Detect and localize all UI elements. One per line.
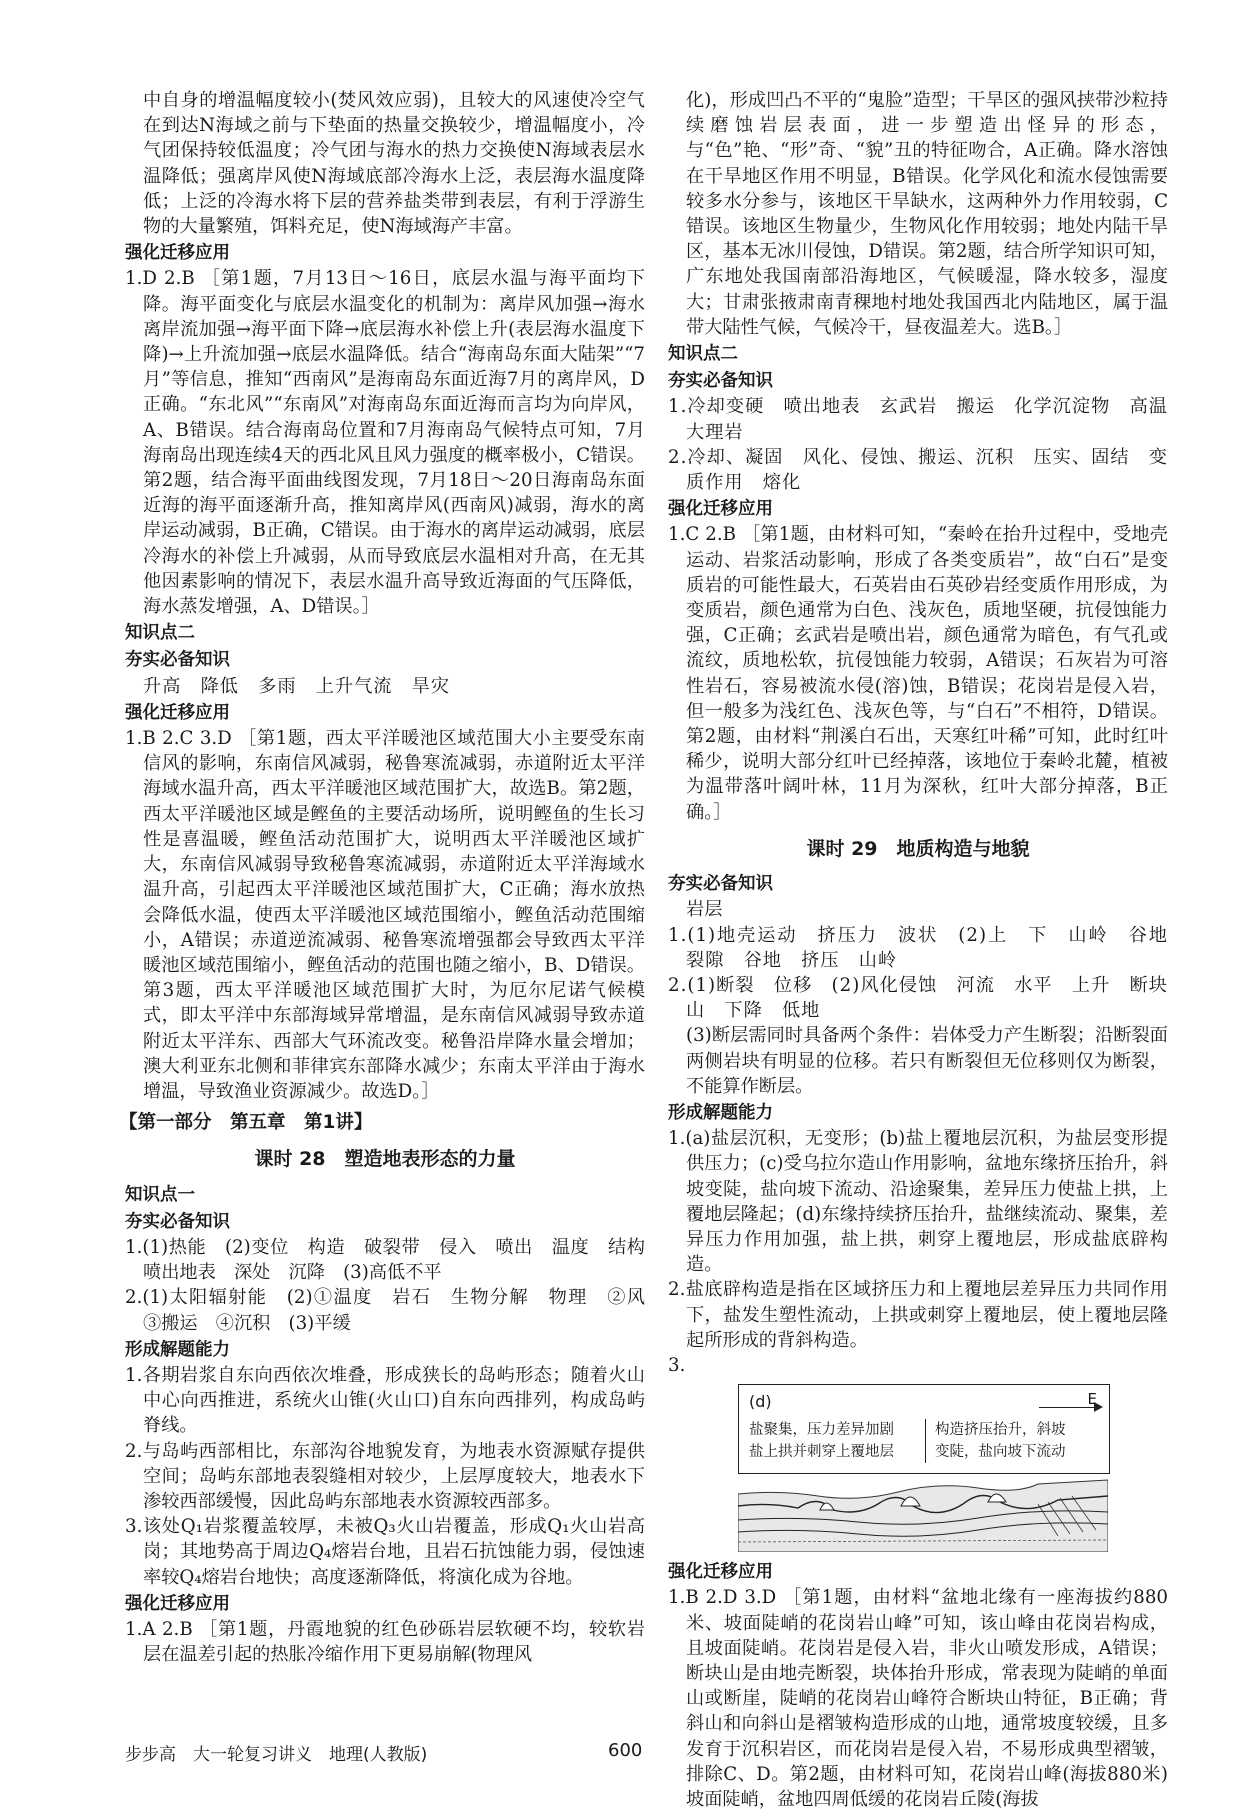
figure-text: 盐上拱并刺穿上覆地层 (749, 1444, 894, 1461)
answer-item: 1.(a)盐层沉积，无变形；(b)盐上覆地层沉积，为盐层变形提供压力；(c)受乌拉尔造山作用影响，盆地东缘挤压抬升，斜坡变陡，盐向坡下流动、沿途聚集，差异压力使盐上拱，上覆地层隆起；(d)东缘持续挤压抬升，盐继续流动、聚集，差异压力作用加强，盐上拱，刺穿上覆地层，形成盐底辟构造。 (668, 1128, 1168, 1276)
east-direction-label: E (1087, 1390, 1097, 1409)
section-heading: 强化迁移应用 (125, 702, 230, 723)
answer-item: 2.(1)太阳辐射能 (2)①温度 岩石 生物分解 物理 ②风 ③搬运 ④沉积 (3)平缓 (125, 1287, 664, 1334)
figure-text: 构造挤压抬升，斜坡 (935, 1422, 1066, 1439)
paragraph: 化)，形成凹凸不平的“鬼脸”造型；干旱区的强风挟带沙粒持续磨蚀岩层表面，进一步塑造出怪异的形态，与“色”艳、“形”奇、“貌”丑的特征吻合，A正确。降水溶蚀在干旱地区作用不明显，B错误。化学风化和流水侵蚀需要较多水分参与，该地区干旱缺水，这两种外力作用较弱，C错误。该地区生物量少，生物风化作用较弱；地处内陆干旱区，基本无冰川侵蚀，D错误。第2题，结合所学知识可知，广东地处我国南部沿海地区，气候暖湿，降水较多，湿度大；甘肃张掖肃南青稞地村地处我国西北内陆地区，属于温带大陆性气候，气候冷干，昼夜温差大。选B。］ (686, 90, 1168, 338)
footer-book-title: 步步高 大一轮复习讲义 地理(人教版) (125, 1745, 428, 1765)
lesson-title: 课时 29 地质构造与地貌 (806, 837, 1030, 860)
right-column (668, 88, 1188, 1812)
answer-item: 2.与岛屿西部相比，东部沟谷地貌发育，为地表水资源赋存提供空间；岛屿东部地表裂缝相对较少，上层厚度较大，地表水下渗较西部缓慢，因此岛屿东部地表水资源较西部多。 (125, 1440, 645, 1512)
answer-item: 1.(1)地壳运动 挤压力 波状 (2)上 下 山岭 谷地 裂隙 谷地 挤压 山岭 (668, 924, 1188, 971)
answer-paragraph: 1.B 2.C 3.D ［第1题，西太平洋暖池区域范围大小主要受东南信风的影响，东南信风减弱，秘鲁寒流减弱，赤道附近太平洋海域水温升高，西太平洋暖池区域范围扩大，故选B。第2题，西太平洋暖池区域是鲣鱼的主要活动场所，说明鲣鱼的生长习性是喜温暖，鲣鱼活动范围扩大，说明西太平洋暖池区域扩大，东南信风减弱导致秘鲁寒流减弱，赤道附近太平洋海域水温升高，引起西太平洋暖池区域范围扩大，C正确；海水放热会降低水温，使西太平洋暖池区域范围缩小，鲣鱼活动范围缩小，A错误；赤道逆流减弱、秘鲁寒流增强都会导致西太平洋暖池区域范围缩小，鲣鱼活动的范围也随之缩小，B、D错误。第3题，西太平洋暖池区域范围扩大时，为厄尔尼诺气候模式，即太平洋中东部海域异常增温，是东南信风减弱导致赤道附近太平洋东、西部大气环流改变。秘鲁沿岸降水量会增加；澳大利亚东北侧和菲律宾东部降水减少；东南太平洋由于海水增温，导致渔业资源减少。故选D。］ (125, 728, 645, 1102)
salt-diapir-cross-section (738, 1476, 1108, 1552)
figure-label-box (738, 1384, 1110, 1474)
answer-item: (3)断层需同时具备两个条件：岩体受力产生断裂；沿断裂面两侧岩块有明显的位移。若只有断裂但无位移则仅为断裂，不能算作断层。 (686, 1025, 1168, 1097)
figure-tag: (d) (749, 1392, 772, 1412)
figure-text: 变陡，盐向坡下流动 (935, 1444, 1066, 1461)
section-heading: 夯实必备知识 (125, 1211, 230, 1232)
salt-diapir-figure (738, 1384, 1108, 1554)
section-heading: 夯实必备知识 (668, 371, 773, 392)
section-heading: 知识点二 (668, 344, 738, 365)
lesson-title: 课时 28 塑造地表形态的力量 (254, 1148, 516, 1171)
section-heading: 形成解题能力 (125, 1339, 230, 1360)
answer-item: 1.冷却变硬 喷出地表 玄武岩 搬运 化学沉淀物 高温 大理岩 (668, 396, 1188, 443)
chapter-heading: 【第一部分 第五章 第1讲】 (119, 1112, 373, 1134)
answer-item: 1.各期岩浆自东向西依次堆叠，形成狭长的岛屿形态；随着火山中心向西推进，系统火山锥(火山口)自东向西排列，构成岛屿脊线。 (125, 1364, 645, 1437)
answer-item: 2.盐底辟构造是指在区域挤压力和上覆地层差异压力共同作用下，盐发生塑性流动，上拱或刺穿上覆地层，使上覆地层隆起所形成的背斜构造。 (668, 1279, 1168, 1351)
answer-keywords: 升高 降低 多雨 上升气流 旱灾 (143, 675, 451, 697)
section-heading: 强化迁移应用 (125, 243, 230, 264)
section-heading: 知识点二 (125, 623, 195, 644)
section-heading: 形成解题能力 (668, 1102, 773, 1123)
subheading: 岩层 (686, 899, 723, 921)
left-column (119, 88, 664, 1667)
arrow-right-icon (1094, 1402, 1103, 1412)
section-heading: 知识点一 (125, 1184, 195, 1205)
answer-paragraph: 1.C 2.B ［第1题，由材料可知，“秦岭在抬升过程中，受地壳运动、岩浆活动影响，形成了各类变质岩”，故“白石”是变质岩的可能性最大，石英岩由石英砂岩经变质作用形成，为变质岩，颜色通常为白色、浅灰色，质地坚硬，抗侵蚀能力强，C正确；玄武岩是喷出岩，颜色通常为暗色，有气孔或流纹，质地松软，抗侵蚀能力较弱，A错误；石灰岩为可溶性岩石，容易被流水侵(溶)蚀，B错误；花岗岩是侵入岩，但一般多为浅红色、浅灰色等，与“白石”不相符，D错误。第2题，由材料“荆溪白石出，天寒红叶稀”可知，此时红叶稀少，说明大部分红叶已经掉落，该地位于秦岭北麓，植被为温带落叶阔叶林，11月为深秋，红叶大部分掉落，B正确。］ (668, 524, 1168, 823)
answer-paragraph: 1.B 2.D 3.D ［第1题，由材料“盆地北缘有一座海拔约880米、坡面陡峭的花岗岩山峰”可知，该山峰由花岗岩构成，且坡面陡峭。花岗岩是侵入岩，非火山喷发形成，A错误；断块山是由地壳断裂，块体抬升形成，常表现为陡峭的单面山或断崖，陡峭的花岗岩山峰符合断块山特征，B正确；背斜山和向斜山是褶皱构造形成的山地，通常坡度较缓，且多发育于沉积岩区，而花岗岩是侵入岩，不易形成典型褶皱，排除C、D。第2题，由材料可知，花岗岩山峰(海拔880米)坡面陡峭，盆地四周低缓的花岗岩丘陵(海拔 (668, 1587, 1168, 1810)
paragraph: 中自身的增温幅度较小(焚风效应弱)，且较大的风速使冷空气在到达N海域之前与下垫面的热量交换较少，增温幅度小，冷气团保持较低温度；冷气团与海水的热力交换使N海域表层水温降低；强离岸风使N海域底部冷海水上泛，表层海水温度降低；上泛的冷海水将下层的营养盐类带到表层，有利于浮游生物的大量繁殖，饵料充足，使N海域海产丰富。 (143, 90, 645, 238)
answer-paragraph: 1.D 2.B ［第1题，7月13日～16日，底层水温与海平面均下降。海平面变化与底层水温变化的机制为：离岸风加强→海水离岸流加强→海平面下降→底层海水补偿上升(表层海水温度下降)→上升流加强→底层水温降低。结合“海南岛东面大陆架”“7月”等信息，推知“西南风”是海南岛东面近海7月的离岸风，D正确。“东北风”“东南风”对海南岛东面近海而言均为向岸风，A、B错误。结合海南岛位置和7月海南岛气候特点可知，7月海南岛出现连续4天的西北风且风力强度的概率极小，C错误。第2题，结合海平面曲线图发现，7月18日～20日海南岛东面近海的海平面逐渐升高，推知离岸风(西南风)减弱，海水的离岸运动减弱，B正确，C错误。由于海水的离岸运动减弱，底层冷海水的补偿上升减弱，从而导致底层水温相对升高，在无其他因素影响的情况下，表层水温升高导致近海面的气压降低，海水蒸发增强，A、D错误。］ (125, 268, 645, 618)
answer-item: 3. (668, 1354, 686, 1376)
answer-item: 2.冷却、凝固 风化、侵蚀、搬运、沉积 压实、固结 变质作用 熔化 (668, 446, 1168, 494)
section-heading: 强化迁移应用 (668, 499, 773, 520)
answer-item: 2.(1)断裂 位移 (2)风化侵蚀 河流 水平 上升 断块山 下降 低地 (668, 974, 1168, 1022)
section-heading: 夯实必备知识 (125, 650, 230, 671)
figure-text: 盐聚集，压力差异加剧 (749, 1422, 894, 1439)
section-heading: 夯实必备知识 (668, 874, 773, 895)
answer-item: 1.(1)热能 (2)变位 构造 破裂带 侵入 喷出 温度 结构 喷出地表 深处 沉降 (3)高低不平 (125, 1236, 664, 1284)
answer-paragraph: 1.A 2.B ［第1题，丹霞地貌的红色砂砾岩层软硬不均，较软岩层在温差引起的热胀冷缩作用下更易崩解(物理风 (125, 1618, 645, 1666)
section-heading: 强化迁移应用 (668, 1562, 773, 1583)
figure-right-text (935, 1419, 1105, 1463)
section-heading: 强化迁移应用 (125, 1593, 230, 1614)
page-number: 600 (608, 1740, 643, 1761)
answer-item: 3.该处Q₁岩浆覆盖较厚，未被Q₃火山岩覆盖，形成Q₁火山岩高岗；其地势高于周边Q₄熔岩台地，且岩石抗蚀能力弱，侵蚀速率较Q₄熔岩台地快；高度逐渐降低，将演化成为谷地。 (125, 1516, 645, 1588)
arrow-line (1039, 1407, 1099, 1408)
figure-left-text (749, 1419, 926, 1463)
